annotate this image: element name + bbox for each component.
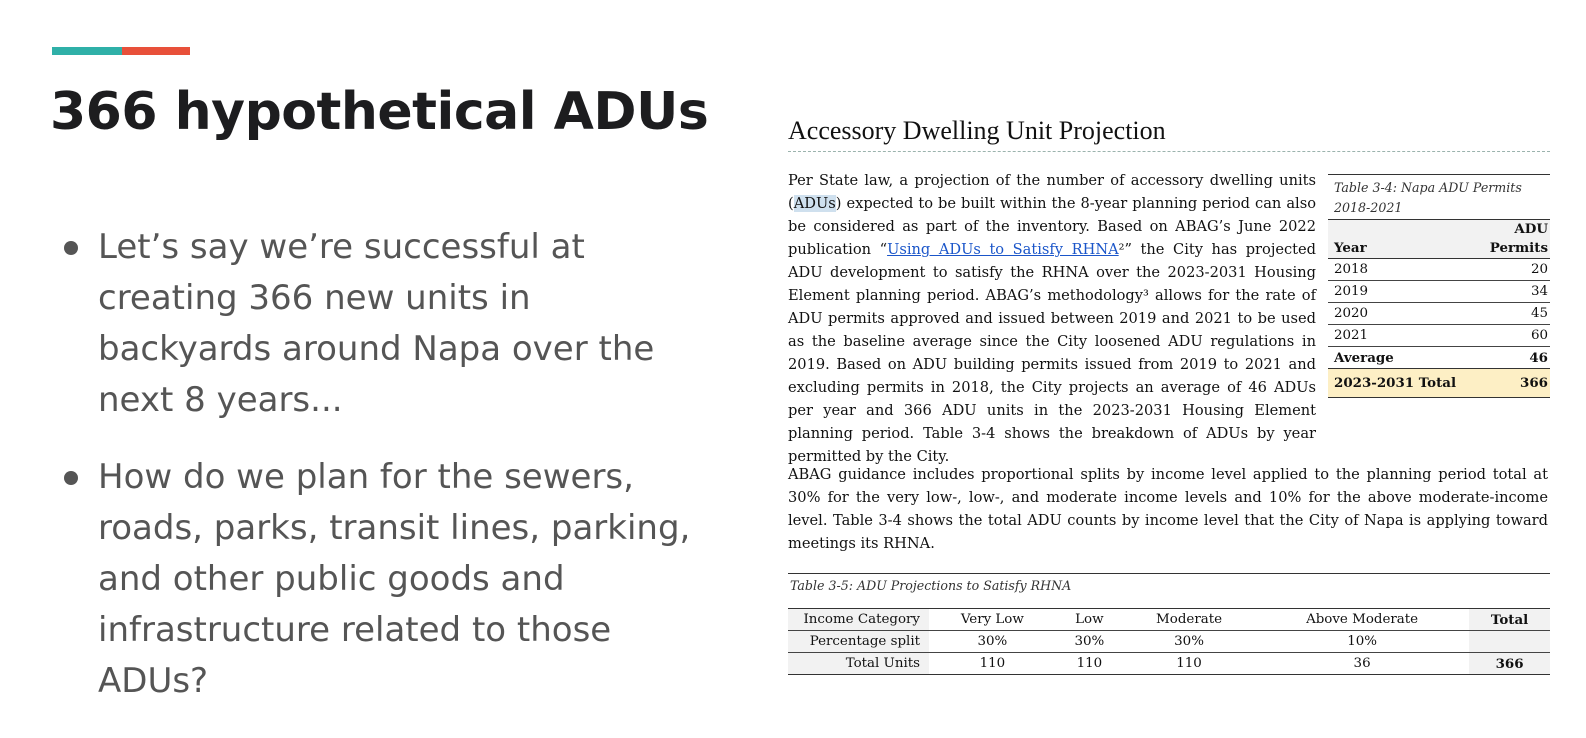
accent-bar xyxy=(52,47,190,55)
table-3-4-grid xyxy=(1328,220,1550,398)
para1-text: ) expected to be built within the 8-year planning period can also be considered as part of the inventory. Based on ABAG’s June 2022 publication “ xyxy=(788,195,1316,258)
average-value: 46 xyxy=(1475,347,1550,369)
bullet-list xyxy=(62,222,712,733)
cell-total: 366 xyxy=(1469,653,1550,675)
bullet-text: How do we plan for the sewers, roads, parks, transit lines, parking, and other public goods and infrastructure related to those ADUs? xyxy=(98,457,691,701)
header-income-category: Income Category xyxy=(788,609,929,631)
bullet-dot-icon xyxy=(64,241,78,255)
accent-bar-red xyxy=(122,47,190,55)
cell: 30% xyxy=(1056,631,1123,653)
para1-text: Per State law, a projection of the number of accessory dwelling units ( xyxy=(788,172,1316,212)
table-row xyxy=(1328,303,1550,325)
rhna-link[interactable]: Using ADUs to Satisfy RHNA xyxy=(887,241,1119,258)
table-row xyxy=(1328,259,1550,281)
cell: 110 xyxy=(929,653,1056,675)
table-header-row xyxy=(788,609,1550,631)
row-label: Total Units xyxy=(788,653,929,675)
header-total: Total xyxy=(1469,609,1550,631)
header-above-moderate: Above Moderate xyxy=(1255,609,1469,631)
header-moderate: Moderate xyxy=(1123,609,1255,631)
table-3-5-grid xyxy=(788,608,1550,675)
table-row xyxy=(788,653,1550,675)
year-cell: 2020 xyxy=(1328,303,1475,325)
cell: 110 xyxy=(1056,653,1123,675)
table-3-5-caption: Table 3-5: ADU Projections to Satisfy RHNA xyxy=(788,573,1550,600)
cell: 36 xyxy=(1255,653,1469,675)
table-3-4 xyxy=(1328,174,1550,398)
cell: 30% xyxy=(1123,631,1255,653)
row-label: Percentage split xyxy=(788,631,929,653)
table-header-adu: ADU xyxy=(1475,220,1550,239)
header-very-low: Very Low xyxy=(929,609,1056,631)
cell: 10% xyxy=(1255,631,1469,653)
average-row xyxy=(1328,347,1550,369)
table-row xyxy=(1328,281,1550,303)
permits-cell: 60 xyxy=(1475,325,1550,347)
total-value: 366 xyxy=(1475,369,1550,398)
highlighted-text: ADUs xyxy=(793,195,836,212)
cell: 30% xyxy=(929,631,1056,653)
year-cell: 2021 xyxy=(1328,325,1475,347)
permits-cell: 20 xyxy=(1475,259,1550,281)
header-low: Low xyxy=(1056,609,1123,631)
table-row xyxy=(1328,325,1550,347)
bullet-item xyxy=(62,222,712,426)
doc-heading: Accessory Dwelling Unit Projection xyxy=(788,116,1166,145)
total-label: 2023-2031 Total xyxy=(1328,369,1475,398)
permits-cell: 34 xyxy=(1475,281,1550,303)
table-row xyxy=(788,631,1550,653)
bullet-dot-icon xyxy=(64,471,78,485)
para1-text: ²” the City has projected ADU development to satisfy the RHNA over the 2023-2031 Housing Element planning period. ABAG’s methodology³ allows for the rate of ADU permits approved and issued between 2019 and 2021 to be used as the baseline average since the City loosened ADU regulations in 2019. Based on ADU building permits issued from 2019 to 2021 and excluding permits in 2018, the City projects an average of 46 ADUs per year and 366 ADU units in the 2023-2031 Housing Element planning period. Table 3-4 shows the breakdown of ADUs by year permitted by the City. xyxy=(788,241,1317,465)
heading-rule xyxy=(788,151,1550,152)
table-header-empty xyxy=(1328,220,1475,239)
table-3-4-caption: Table 3-4: Napa ADU Permits 2018-2021 xyxy=(1328,174,1550,220)
cell-total xyxy=(1469,631,1550,653)
table-3-5 xyxy=(788,573,1550,675)
accent-bar-teal xyxy=(52,47,122,55)
year-cell: 2018 xyxy=(1328,259,1475,281)
table-header-permits: Permits xyxy=(1475,239,1550,259)
bullet-item xyxy=(62,452,712,707)
table-header-year: Year xyxy=(1328,239,1475,259)
total-row xyxy=(1328,369,1550,398)
average-label: Average xyxy=(1328,347,1475,369)
slide-title: 366 hypothetical ADUs xyxy=(50,82,709,142)
permits-cell: 45 xyxy=(1475,303,1550,325)
doc-paragraph-2: ABAG guidance includes proportional splits by income level applied to the planning period total at 30% for the very low-, low-, and moderate income levels and 10% for the above moderate-income level. Table 3-4 shows the total ADU counts by income level that the City of Napa is applying toward meetings its RHNA. xyxy=(788,466,1548,552)
doc-paragraph-1 xyxy=(788,169,1316,468)
cell: 110 xyxy=(1123,653,1255,675)
bullet-text: Let’s say we’re successful at creating 366 new units in backyards around Napa over the next 8 years... xyxy=(98,227,655,420)
year-cell: 2019 xyxy=(1328,281,1475,303)
